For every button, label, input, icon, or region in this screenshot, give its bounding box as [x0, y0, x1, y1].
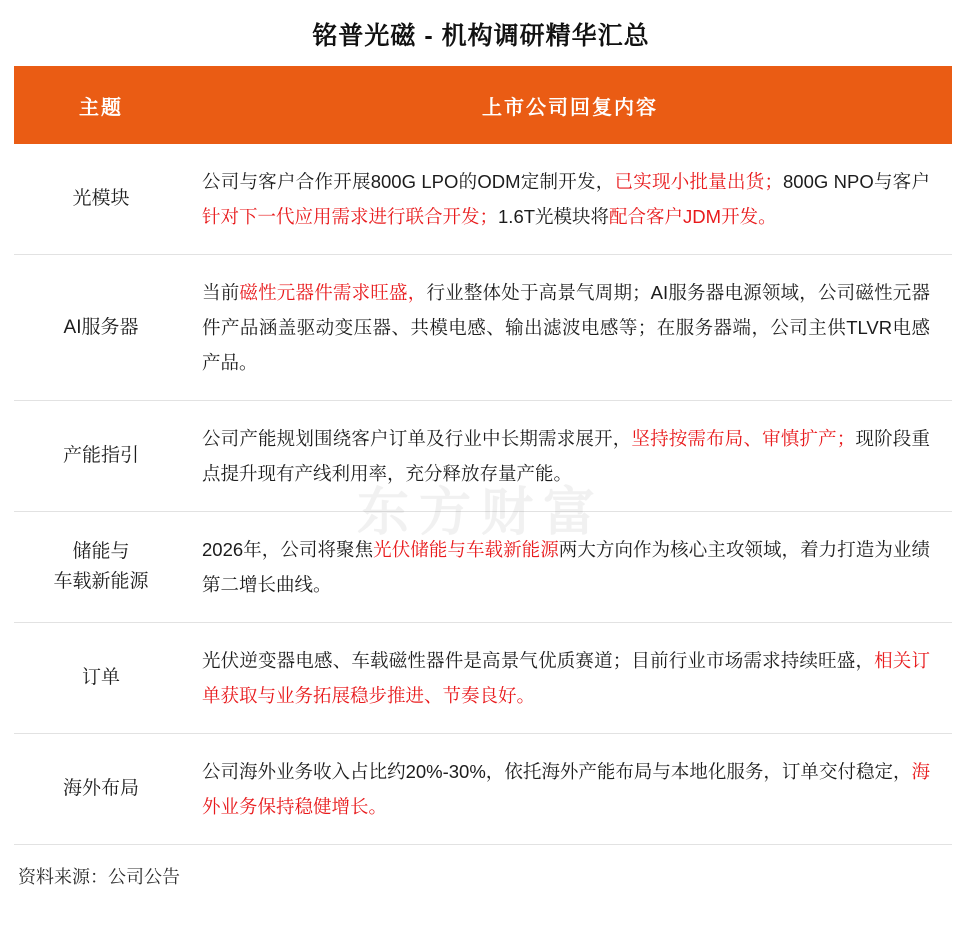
watermark: 东方财富 [356, 484, 605, 542]
content-text: 2026年，公司将聚焦 [202, 539, 374, 560]
table-container [14, 66, 948, 845]
table-row [14, 512, 952, 623]
row-topic [14, 623, 188, 734]
row-topic [14, 401, 188, 512]
content-text: 当前 [202, 282, 240, 303]
content-highlight: 磁性元器件需求旺盛， [239, 282, 427, 303]
source-note: 资料来源：公司公告 [18, 867, 180, 887]
content-text: 公司与客户合作开展800G LPO的ODM定制开发， [202, 171, 615, 192]
row-topic [14, 734, 188, 845]
table-header-row [14, 66, 952, 144]
row-content [188, 734, 952, 845]
table-row [14, 255, 952, 401]
content-text: 现阶段重点提升现有产线利用率，充分释放存量产能。 [202, 428, 930, 484]
row-topic [14, 255, 188, 401]
row-content [188, 512, 952, 623]
row-topic-line: AI服务器 [63, 316, 139, 338]
content-text: 公司海外业务收入占比约20%-30%，依托海外产能布局与本地化服务，订单交付稳定， [202, 761, 912, 782]
row-topic-line: 订单 [81, 667, 120, 688]
row-topic [14, 144, 188, 255]
table-row [14, 734, 952, 845]
content-text: 行业整体处于高景气周期；AI服务器电源领域，公司磁性元器件产品涵盖驱动变压器、共模电感、输出滤波电感等；在服务器端，公司主供TLVR电感产品。 [202, 282, 930, 373]
row-content [188, 401, 952, 512]
row-content [188, 144, 952, 255]
content-highlight: 海外业务保持稳健增长。 [202, 761, 930, 817]
row-topic [14, 512, 188, 623]
content-text: 800G NPO与客户 [783, 171, 930, 192]
row-topic-line: 光模块 [72, 188, 130, 209]
page-title: 铭普光磁 - 机构调研精华汇总 [312, 22, 650, 50]
table-row [14, 401, 952, 512]
table-row [14, 623, 952, 734]
content-text: 公司产能规划围绕客户订单及行业中长期需求展开， [202, 428, 632, 449]
row-topic-line: 海外布局 [62, 778, 139, 799]
research-summary-table [14, 66, 952, 845]
table-header [14, 66, 952, 144]
row-topic-line: 储能与 [72, 541, 130, 562]
content-highlight: 坚持按需布局、审慎扩产； [631, 428, 856, 449]
content-highlight: 针对下一代应用需求进行联合开发； [202, 206, 499, 227]
content-highlight: 相关订单获取与业务拓展稳步推进、节奏良好。 [202, 650, 930, 706]
column-header-topic: 主题 [14, 66, 188, 144]
content-text: 光伏逆变器电感、车载磁性器件是高景气优质赛道；目前行业市场需求持续旺盛， [202, 650, 875, 671]
table-row [14, 144, 952, 255]
content-highlight: 已实现小批量出货； [614, 171, 784, 192]
row-content [188, 255, 952, 401]
row-topic-line: 产能指引 [62, 445, 139, 466]
content-text: 1.6T光模块将 [498, 206, 610, 227]
content-highlight: 光伏储能与车载新能源 [373, 539, 559, 560]
content-highlight: 配合客户JDM开发。 [609, 206, 777, 227]
table-body [14, 144, 952, 845]
column-header-content: 上市公司回复内容 [188, 66, 952, 144]
row-topic-line: 车载新能源 [53, 571, 149, 592]
content-text: 两大方向作为核心主攻领域，着力打造为业绩第二增长曲线。 [202, 539, 930, 595]
row-content [188, 623, 952, 734]
